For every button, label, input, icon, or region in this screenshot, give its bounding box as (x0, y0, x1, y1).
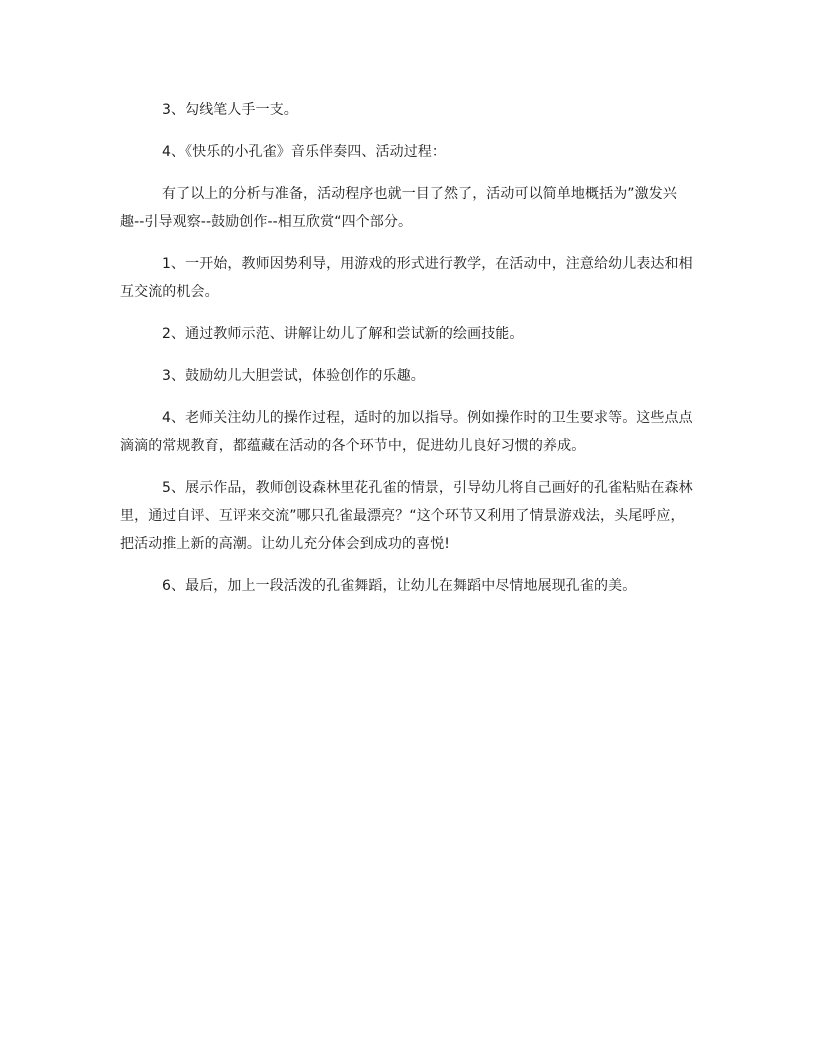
paragraph-step-5: 5、展示作品，教师创设森林里花孔雀的情景，引导幼儿将自己画好的孔雀粘贴在森林里，通过自评、互评来交流”哪只孔雀最漂亮？“这个环节又利用了情景游戏法，头尾呼应，把活动推上新的高潮。让幼儿充分体会到成功的喜悦! (120, 480, 693, 552)
paragraph-step-4: 4、老师关注幼儿的操作过程，适时的加以指导。例如操作时的卫生要求等。这些点点滴滴的常规教育，都蕴藏在活动的各个环节中，促进幼儿良好习惯的养成。 (120, 410, 693, 454)
document-page (120, 96, 694, 614)
paragraph-step-2: 2、通过教师示范、讲解让幼儿了解和尝试新的绘画技能。 (162, 326, 524, 342)
paragraph-material-3: 3、勾线笔人手一支。 (162, 102, 298, 118)
paragraph-step-1: 1、一开始，教师因势利导，用游戏的形式进行教学，在活动中，注意给幼儿表达和相互交流的机会。 (120, 256, 693, 300)
paragraph-material-4: 4、《快乐的小孔雀》音乐伴奏四、活动过程： (162, 144, 447, 160)
paragraph-step-6: 6、最后，加上一段活泼的孔雀舞蹈，让幼儿在舞蹈中尽情地展现孔雀的美。 (162, 578, 637, 594)
paragraph-process-intro: 有了以上的分析与准备，活动程序也就一目了然了，活动可以简单地概括为”激发兴趣--引导观察--鼓励创作--相互欣赏“四个部分。 (120, 186, 677, 230)
paragraph-step-3: 3、鼓励幼儿大胆尝试，体验创作的乐趣。 (162, 368, 425, 384)
